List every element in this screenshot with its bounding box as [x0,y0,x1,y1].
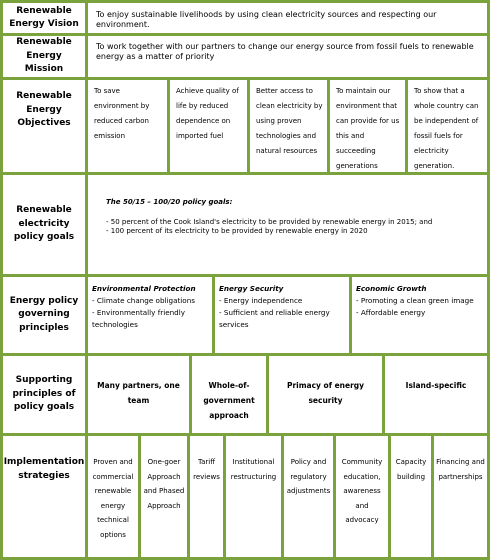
governing-group-item: - Affordable energy [356,308,426,317]
vision-label: Renewable Energy Vision [3,3,85,33]
objective-item: To maintain our environment that can provide for us this and succeeding generations [330,80,405,172]
governing-group-security [215,277,349,353]
strategy-item: One-goer Approach and Phased Approach [141,436,187,557]
policy-goal-item: - 50 percent of the Cook Island's electricity to be provided by renewable energy in 2015; and [106,217,433,226]
supporting-item: Primacy of energy security [269,356,382,433]
objective-item: Achieve quality of life by reduced dependence on imported fuel [170,80,247,172]
governing-group-item: - Sufficient and reliable energy services [219,308,330,329]
governing-group-item: - Promoting a clean green image [356,296,474,305]
mission-label: Renewable Energy Mission [3,36,85,77]
objectives-label: Renewable Energy Objectives [3,80,85,172]
governing-group-title: Economic Growth [356,284,427,293]
implementation-label: Implementation strategies [3,436,85,557]
strategy-item: Financing and partnerships [434,436,487,557]
governing-group-item: - Energy independence [219,296,303,305]
mission-text: To work together with our partners to change our energy source from fossil fuels to renewable energy as a matter of priority [88,36,487,77]
governing-group-environmental [88,277,212,353]
strategy-item: Policy and regulatory adjustments [284,436,333,557]
strategy-item: Tariff reviews [190,436,223,557]
governing-group-item: - Environmentally friendly technologies [92,308,185,329]
policy-goal-item: - 100 percent of its electricity to be provided by renewable energy in 2020 [106,227,368,235]
governing-group-title: Energy Security [219,284,284,293]
governing-group-title: Environmental Protection [92,284,196,293]
objective-item: To show that a whole country can be independent of fossil fuels for electricity generation. [408,80,487,172]
supporting-item: Island-specific [385,356,487,433]
governing-label: Energy policy governing principles [3,277,85,353]
supporting-item: Many partners, one team [88,356,189,433]
vision-text: To enjoy sustainable livelihoods by using clean electricity sources and respecting our environment. [88,3,487,33]
supporting-item: Whole-of-government approach [192,356,266,433]
governing-group-item: - Climate change obligations [92,296,195,305]
policy-goals-label: Renewable electricity policy goals [3,175,85,274]
policy-goals-title: The 50/15 – 100/20 policy goals: [106,198,233,206]
objective-item: To save environment by reduced carbon emission [88,80,167,172]
strategy-item: Capacity building [391,436,431,557]
strategy-item: Proven and commercial renewable energy technical options [88,436,138,557]
governing-group-economic [352,277,487,353]
strategy-item: Institutional restructuring [226,436,281,557]
objective-item: Better access to clean electricity by using proven technologies and natural resources [250,80,327,172]
strategy-item: Community education, awareness and advocacy [336,436,388,557]
policy-goals-content [88,175,487,274]
supporting-label: Supporting principles of policy goals [3,356,85,433]
